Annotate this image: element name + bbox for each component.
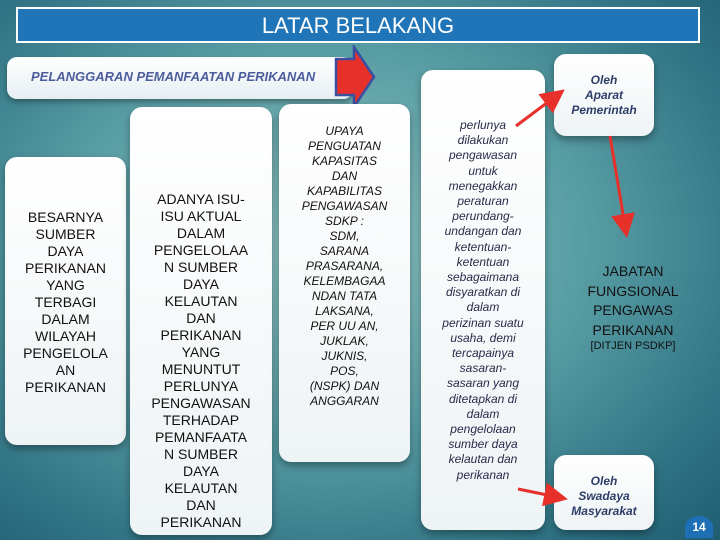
supervision-need-box	[421, 70, 545, 530]
functional-position-label: JABATAN FUNGSIONAL PENGAWAS PERIKANAN	[587, 263, 679, 338]
community-box	[554, 455, 654, 530]
capacity-effort-box	[279, 104, 410, 462]
violation-banner	[7, 57, 353, 99]
banner-text: PELANGGARAN PEMANFAATAN PERIKANAN	[31, 69, 316, 84]
directorate-label: [DITJEN PSDKP]	[590, 340, 676, 352]
government-apparatus-text: Oleh Aparat Pemerintah	[571, 73, 637, 117]
resource-distribution-text: BESARNYA SUMBER DAYA PERIKANAN YANG TERBAGI DALAM WILAYAH PENGELOLA AN PERIKANAN	[23, 209, 108, 395]
community-text: Oleh Swadaya Masyarakat	[571, 474, 637, 518]
capacity-effort-text: UPAYA PENGUATAN KAPASITAS DAN KAPABILITAS PENGAWASAN SDKP : SDM, SARANA PRASARANA, KELEMBAGAA NDAN TATA LAKSANA, PER UU AN, JUKLAK, JUKNIS, POS, (NSPK) DAN ANGGARAN	[301, 124, 388, 408]
government-apparatus-box	[554, 54, 654, 136]
supervision-need-text: perlunya dilakukan pengawasan untuk menegakkan peraturan perundang- undangan dan ketentuan- ketentuan sebagaimana disyaratkan di dalam perizinan suatu usaha, demi tercapainya sasaran- sasaran yang ditetapkan di dalam pengelolaan sumber daya kelautan dan perikanan	[442, 118, 524, 482]
current-issues-box	[130, 107, 272, 535]
page-number-badge: 14	[685, 516, 713, 538]
current-issues-text: ADANYA ISU- ISU AKTUAL DALAM PENGELOLAA N SUMBER DAYA KELAUTAN DAN PERIKANAN YANG MENUNTUT PERLUNYA PENGAWASAN TERHADAP PEMANFAATA N SUMBER DAYA KELAUTAN DAN PERIKANAN	[151, 191, 251, 530]
red-arrow-right-icon	[334, 45, 376, 109]
resource-distribution-box	[5, 157, 126, 445]
page-title: LATAR BELAKANG	[16, 7, 700, 43]
arrow-to-jabatan	[610, 136, 626, 232]
